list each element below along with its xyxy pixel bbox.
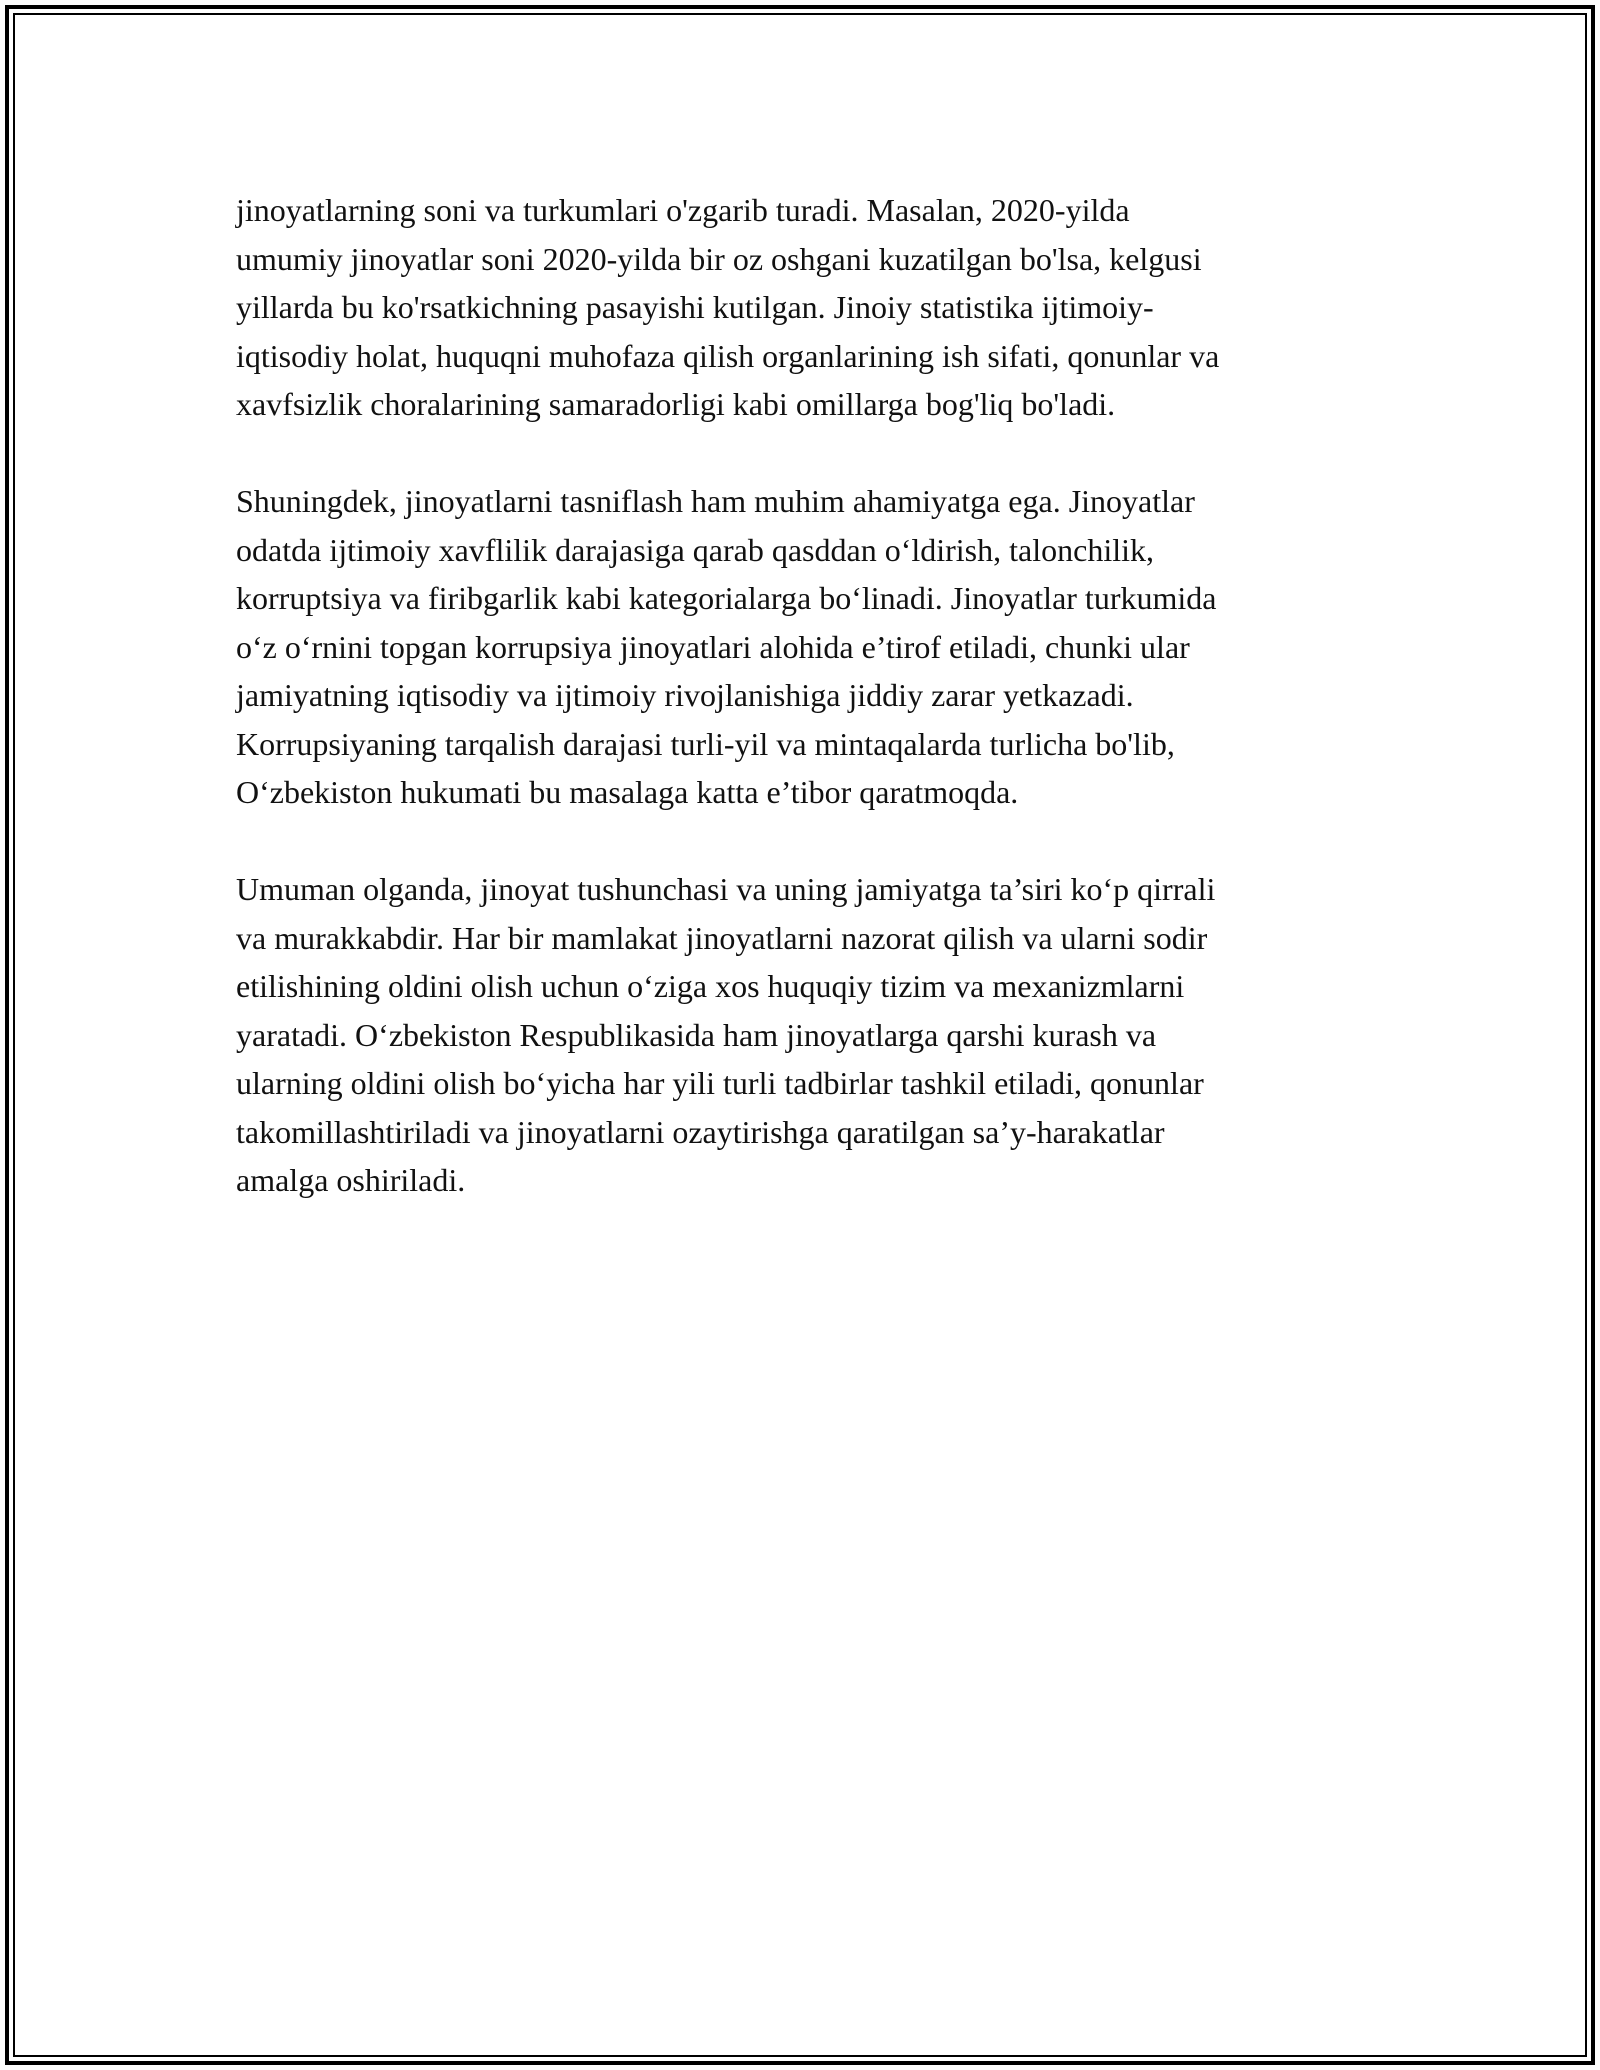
text-line: jinoyatlarning soni va turkumlari o'zgarib turadi. Masalan, 2020-yilda [236, 192, 1130, 228]
text-line: xavfsizlik choralarining samaradorligi kabi omillarga bog'liq bo'ladi. [236, 386, 1116, 422]
text-line: va murakkabdir. Har bir mamlakat jinoyatlarni nazorat qilish va ularni sodir [236, 919, 1208, 956]
text-line: amalga oshiriladi. [236, 1162, 466, 1198]
text-line: takomillashtiriladi va jinoyatlarni ozaytirishga qaratilgan sa’y-harakatlar [236, 1113, 1165, 1150]
text-line: jamiyatning iqtisodiy va ijtimoiy rivojlanishiga jiddiy zarar yetkazadi. [236, 677, 1134, 713]
text-line: iqtisodiy holat, huquqni muhofaza qilish organlarining ish sifati, qonunlar va [236, 337, 1220, 374]
text-line: yaratadi. O‘zbekiston Respublikasida ham jinoyatlarga qarshi kurash va [236, 1016, 1157, 1053]
text-line: umumiy jinoyatlar soni 2020-yilda bir oz oshgani kuzatilgan bo'lsa, kelgusi [236, 240, 1202, 277]
text-line: odatda ijtimoiy xavflilik darajasiga qarab qasddan o‘ldirish, talonchilik, [236, 531, 1154, 568]
text-line: yillarda bu ko'rsatkichning pasayishi kutilgan. Jinoiy statistika ijtimoiy- [236, 289, 1154, 325]
text-line: Umuman olganda, jinoyat tushunchasi va uning jamiyatga ta’siri ko‘p qirrali [236, 871, 1216, 907]
text-line: O‘zbekiston hukumati bu masalaga katta e’tibor qaratmoqda. [236, 774, 1019, 810]
text-line: o‘z o‘rnini topgan korrupsiya jinoyatlari alohida e’tirof etiladi, chunki ular [236, 628, 1190, 665]
paragraph-1 [236, 186, 1376, 429]
document-body [236, 186, 1376, 1253]
paragraph-3 [236, 865, 1376, 1205]
text-line: etilishining oldini olish uchun o‘ziga xos huquqiy tizim va mexanizmlarni [236, 968, 1185, 1004]
text-line: Shuningdek, jinoyatlarni tasniflash ham muhim ahamiyatga ega. Jinoyatlar [236, 483, 1195, 519]
text-line: Korrupsiyaning tarqalish darajasi turli-yil va mintaqalarda turlicha bo'lib, [236, 725, 1175, 762]
text-line: korruptsiya va firibgarlik kabi kategorialarga bo‘linadi. Jinoyatlar turkumida [236, 580, 1217, 616]
text-line: ularning oldini olish bo‘yicha har yili turli tadbirlar tashkil etiladi, qonunlar [236, 1065, 1204, 1101]
paragraph-2 [236, 477, 1376, 817]
